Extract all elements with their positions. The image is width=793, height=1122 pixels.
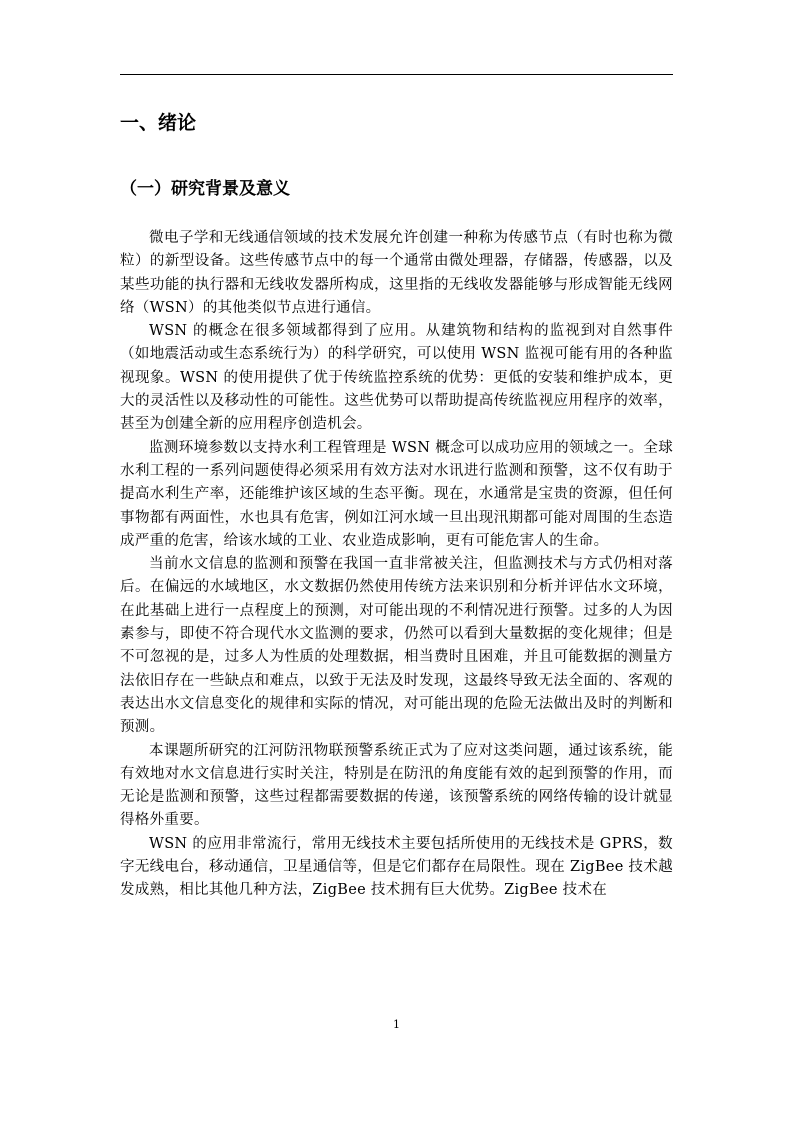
chapter-heading: 一、绪论 xyxy=(120,112,197,134)
paragraph: 监测环境参数以支持水利工程管理是 WSN 概念可以成功应用的领域之一。全球水利工程的一系列问题使得必须采用有效方法对水讯进行监测和预警，这不仅有助于提高水利生产率，还能维护该区域的生态平衡。现在，水通常是宝贵的资源，但任何事物都有两面性，水也具有危害，例如江河水域一旦出现汛期都可能对周围的生态造成严重的危害，给该水域的工业、农业造成影响，更有可能危害人的生命。 xyxy=(120,439,673,549)
paragraph: 当前水文信息的监测和预警在我国一直非常被关注，但监测技术与方式仍相对落后。在偏远的水域地区，水文数据仍然使用传统方法来识别和分析并评估水文环境，在此基础上进行一点程度上的预测，对可能出现的不利情况进行预警。过多的人为因素参与，即使不符合现代水文监测的要求，仍然可以看到大量数据的变化规律；但是不可忽视的是，过多人为性质的处理数据，相当费时且困难，并且可能数据的测量方法依旧存在一些缺点和难点，以致于无法及时发现，这最终导致无法全面的、客观的表达出水文信息变化的规律和实际的情况，对可能出现的危险无法做出及时的判断和预测。 xyxy=(120,556,673,736)
page-number: 1 xyxy=(393,1018,400,1031)
paragraph: 微电子学和无线通信领域的技术发展允许创建一种称为传感节点（有时也称为微粒）的新型设备。这些传感节点中的每一个通常由微处理器，存储器，传感器，以及某些功能的执行器和无线收发器所构成，这里指的无线收发器能够与形成智能无线网络（WSN）的其他类似节点进行通信。 xyxy=(120,230,673,316)
paragraph: 本课题所研究的江河防汛物联预警系统正式为了应对这类问题，通过该系统，能有效地对水文信息进行实时关注，特别是在防汛的角度能有效的起到预警的作用，而无论是监测和预警，这些过程都需要数据的传递，该预警系统的网络传输的设计就显得格外重要。 xyxy=(120,742,673,829)
paragraph: WSN 的概念在很多领域都得到了应用。从建筑物和结构的监视到对自然事件（如地震活动或生态系统行为）的科学研究，可以使用 WSN 监视可能有用的各种监视现象。WSN 的使用提供了优于传统监控系统的优势：更低的安装和维护成本，更大的灵活性以及移动性的可能性。这些优势可以帮助提高传统监视应用程序的效率，甚至为创建全新的应用程序创造机会。 xyxy=(120,323,673,433)
section-heading: （一）研究背景及意义 xyxy=(120,179,290,199)
paragraph: WSN 的应用非常流行，常用无线技术主要包括所使用的无线技术是 GPRS，数字无线电台，移动通信，卫星通信等，但是它们都存在局限性。现在 ZigBee 技术越发成熟，相比其他几种方法，ZigBee 技术拥有巨大优势。ZigBee 技术在 xyxy=(120,835,673,899)
body-text xyxy=(120,227,673,903)
header-rule xyxy=(120,74,673,75)
